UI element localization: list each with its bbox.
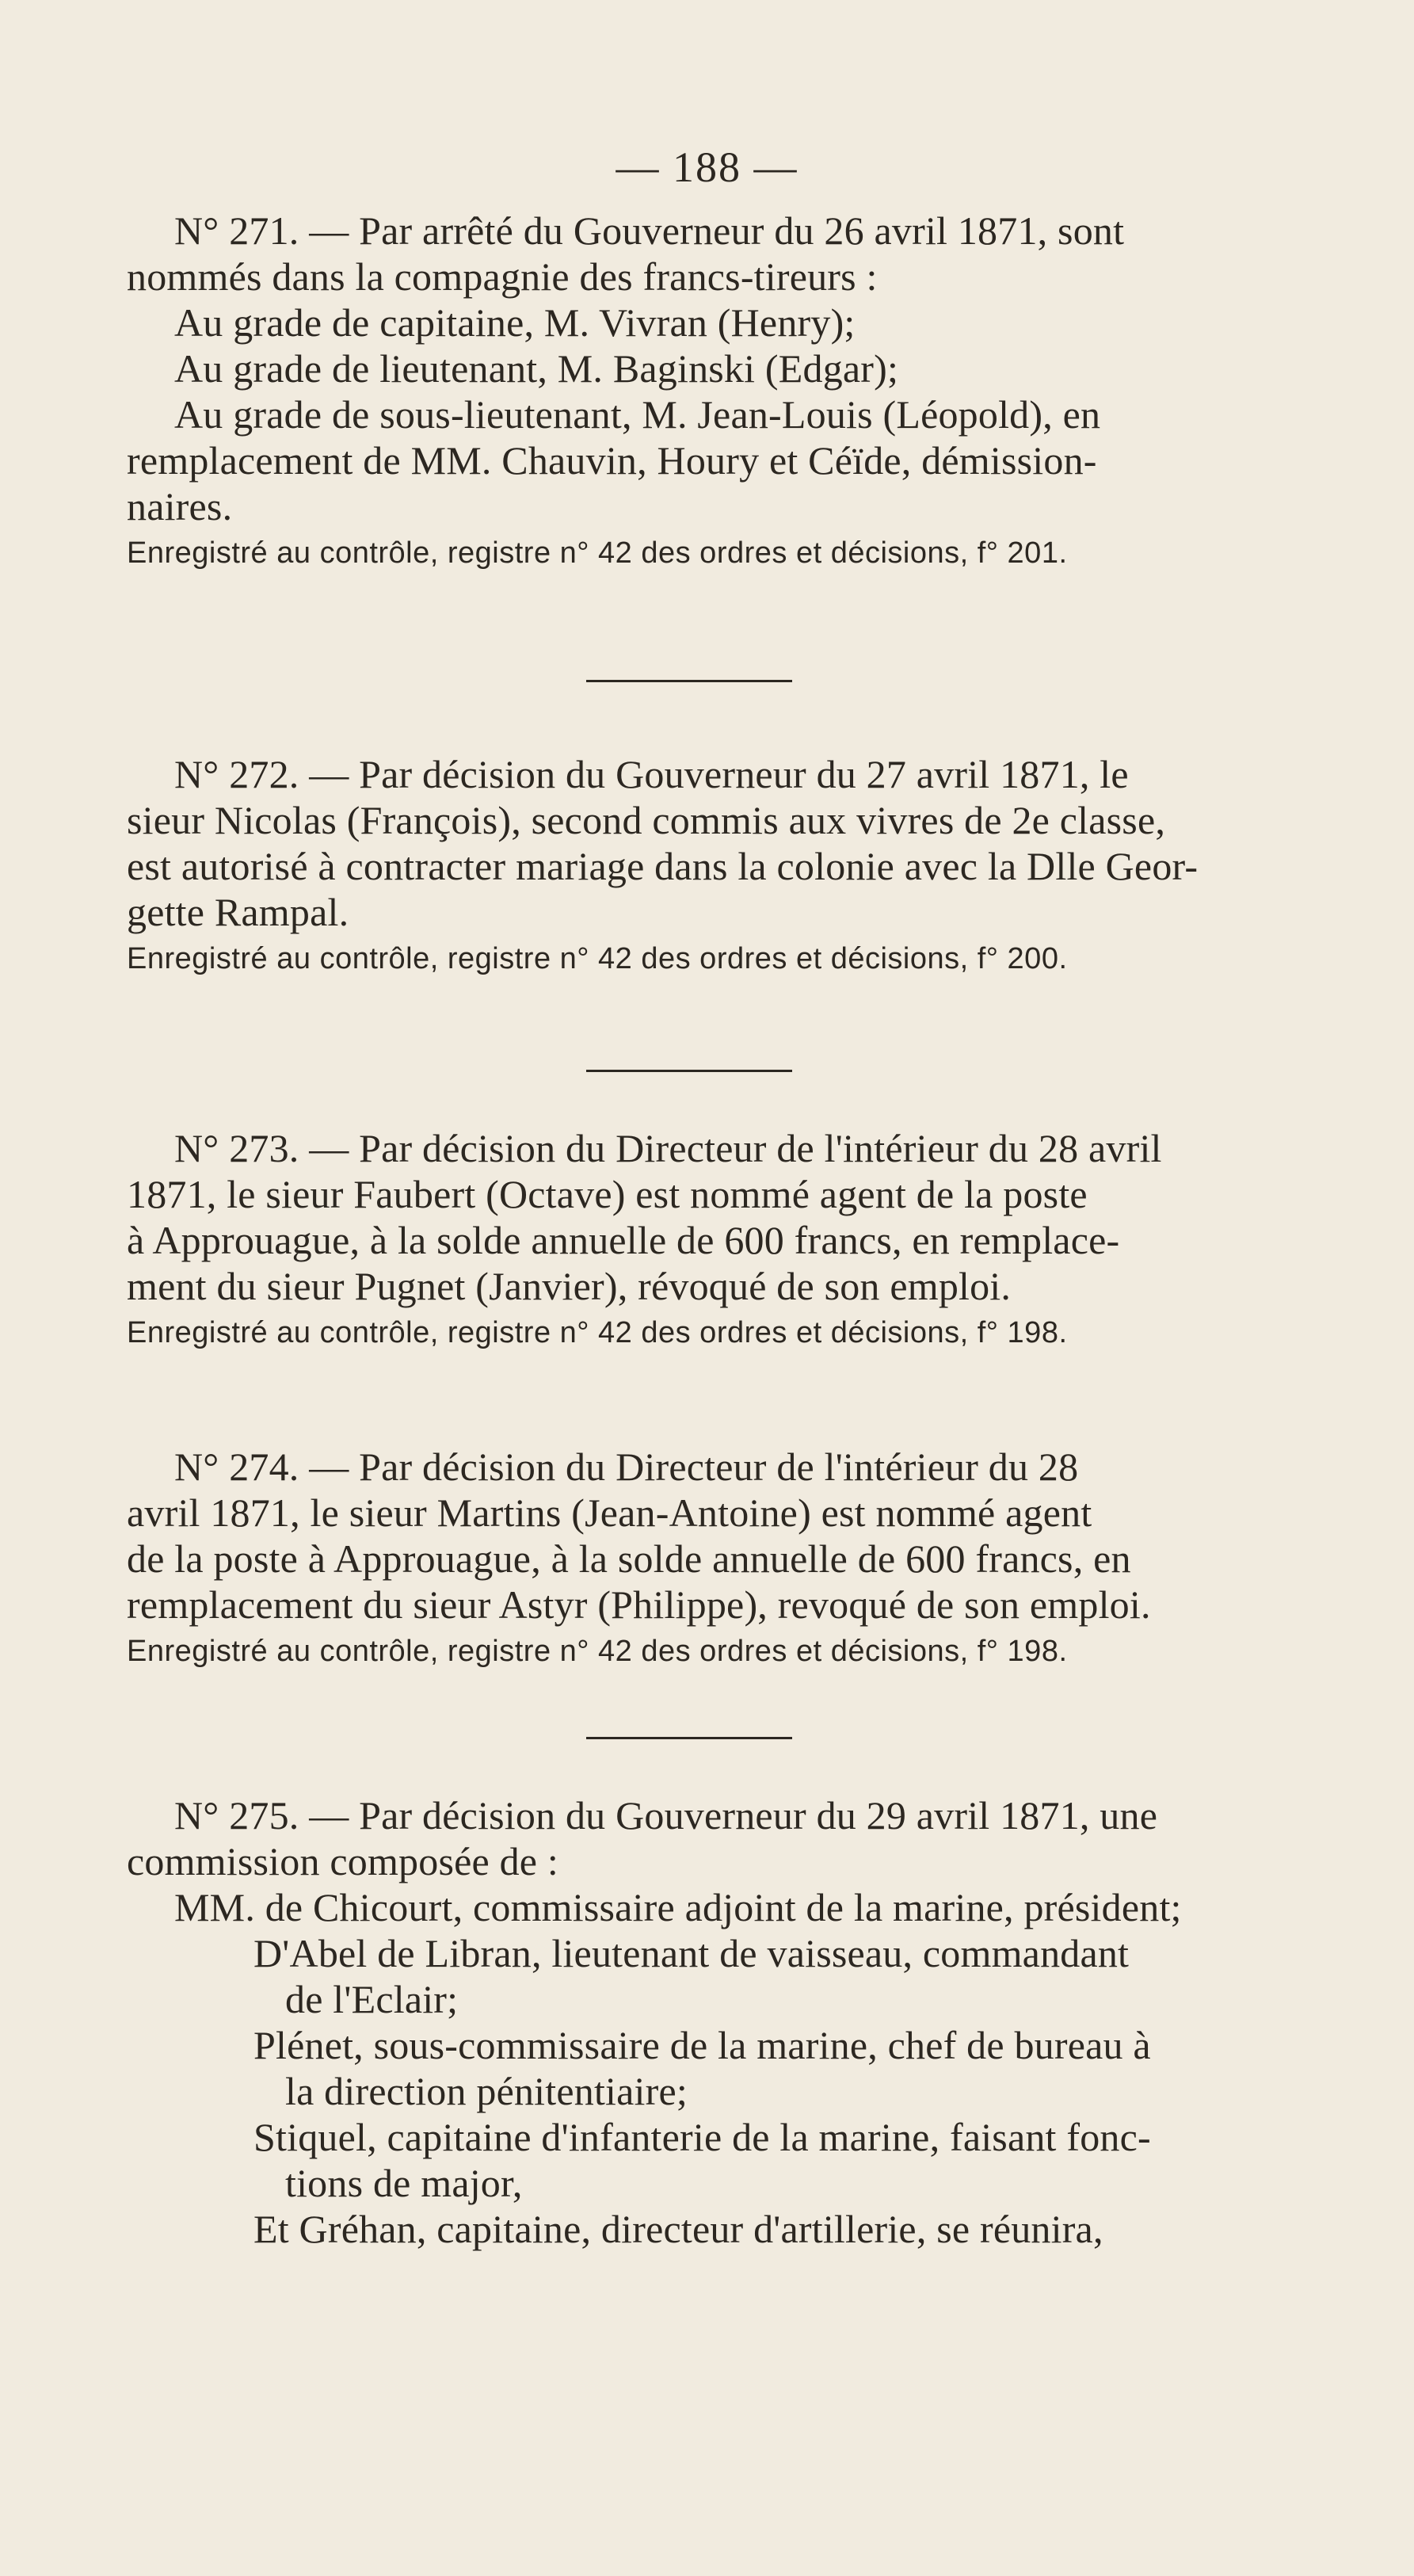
text-line: N° 271. — Par arrêté du Gouverneur du 26 avril 1871, sont bbox=[174, 208, 1125, 253]
text-line: sieur Nicolas (François), second commis aux vivres de 2e classe, bbox=[127, 798, 1166, 842]
text-line: naires. bbox=[127, 484, 233, 529]
separator-rule bbox=[586, 1070, 792, 1072]
entry-271 bbox=[127, 208, 1331, 571]
separator-rule bbox=[586, 1737, 792, 1739]
page-number: — 188 — bbox=[616, 143, 798, 191]
text-line: gette Rampal. bbox=[127, 890, 349, 934]
text-line: N° 273. — Par décision du Directeur de l'intérieur du 28 avril bbox=[174, 1126, 1162, 1170]
text-line: commission composée de : bbox=[127, 1839, 558, 1883]
registration-note: Enregistré au contrôle, registre n° 42 des ordres et décisions, f° 198. bbox=[127, 1316, 1068, 1349]
entry-body bbox=[127, 208, 1331, 529]
entry-272 bbox=[127, 751, 1331, 976]
text-line: Au grade de sous-lieutenant, M. Jean-Louis (Léopold), en bbox=[174, 392, 1101, 437]
entry-275 bbox=[127, 1792, 1331, 2252]
separator-rule bbox=[586, 680, 792, 682]
text-line: la direction pénitentiaire; bbox=[285, 2069, 688, 2113]
text-line: N° 275. — Par décision du Gouverneur du 29 avril 1871, une bbox=[174, 1793, 1158, 1838]
registration-note: Enregistré au contrôle, registre n° 42 des ordres et décisions, f° 198. bbox=[127, 1635, 1068, 1668]
entry-body bbox=[127, 1125, 1331, 1309]
text-line: à Approuague, à la solde annuelle de 600 francs, en remplace- bbox=[127, 1218, 1120, 1262]
text-line: Plénet, sous-commissaire de la marine, chef de bureau à bbox=[253, 2023, 1151, 2067]
entry-273 bbox=[127, 1125, 1331, 1350]
text-line: Stiquel, capitaine d'infanterie de la marine, faisant fonc- bbox=[253, 2115, 1151, 2159]
text-line: de la poste à Approuague, à la solde annuelle de 600 francs, en bbox=[127, 1536, 1131, 1581]
registration-note: Enregistré au contrôle, registre n° 42 des ordres et décisions, f° 200. bbox=[127, 942, 1068, 975]
text-line: Et Gréhan, capitaine, directeur d'artillerie, se réunira, bbox=[253, 2207, 1103, 2251]
text-line: Au grade de lieutenant, M. Baginski (Edgar); bbox=[174, 346, 899, 391]
text-line: ment du sieur Pugnet (Janvier), révoqué de son emploi. bbox=[127, 1264, 1012, 1308]
text-line: D'Abel de Libran, lieutenant de vaisseau, commandant bbox=[253, 1931, 1130, 1975]
text-line: remplacement de MM. Chauvin, Houry et Céïde, démission- bbox=[127, 438, 1097, 483]
text-line: N° 274. — Par décision du Directeur de l'intérieur du 28 bbox=[174, 1444, 1079, 1489]
text-line: avril 1871, le sieur Martins (Jean-Antoine) est nommé agent bbox=[127, 1490, 1092, 1535]
text-line: est autorisé à contracter mariage dans la colonie avec la Dlle Geor- bbox=[127, 844, 1199, 888]
text-line: N° 272. — Par décision du Gouverneur du 27 avril 1871, le bbox=[174, 752, 1129, 796]
text-line: tions de major, bbox=[285, 2161, 523, 2205]
text-line: remplacement du sieur Astyr (Philippe), revoqué de son emploi. bbox=[127, 1582, 1151, 1627]
entry-body bbox=[127, 1792, 1331, 2252]
text-line: MM. de Chicourt, commissaire adjoint de la marine, président; bbox=[174, 1885, 1182, 1929]
text-line: nommés dans la compagnie des francs-tireurs : bbox=[127, 254, 878, 299]
entry-body bbox=[127, 751, 1331, 935]
entry-274 bbox=[127, 1444, 1331, 1669]
text-line: 1871, le sieur Faubert (Octave) est nommé agent de la poste bbox=[127, 1172, 1088, 1216]
text-line: de l'Eclair; bbox=[285, 1977, 459, 2021]
text-line: Au grade de capitaine, M. Vivran (Henry); bbox=[174, 300, 856, 345]
registration-note: Enregistré au contrôle, registre n° 42 des ordres et décisions, f° 201. bbox=[127, 536, 1068, 570]
entry-body bbox=[127, 1444, 1331, 1628]
